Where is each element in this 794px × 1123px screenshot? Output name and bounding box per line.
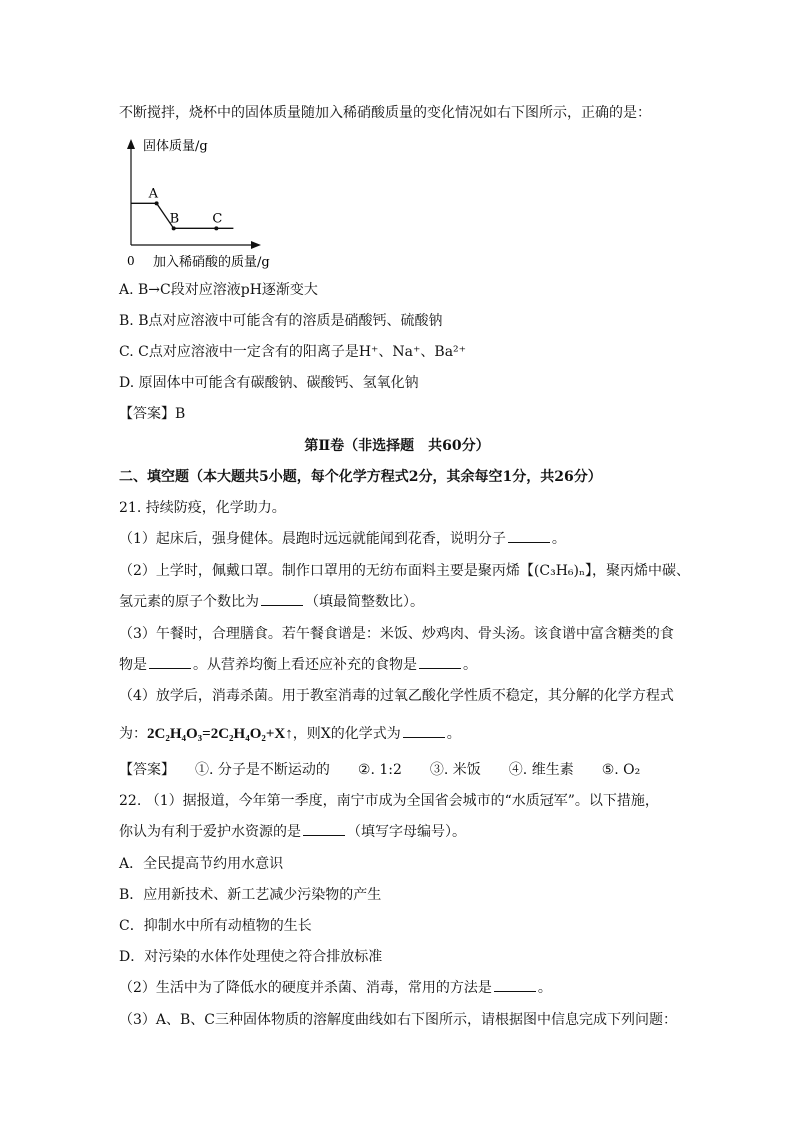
answer-3: ③. 米饭 — [429, 762, 481, 778]
point-label-c: C — [212, 211, 223, 227]
q21-part3-line1: （3）午餐时，合理膳食。若午餐食谱是：米饭、炒鸡肉、骨头汤。该食谱中富含糖类的食 — [119, 626, 674, 642]
q21-part3-end: 。 — [463, 657, 477, 673]
section-heading: 二、填空题（本大题共5小题，每个化学方程式2分，其余每空1分，共26分） — [119, 469, 602, 485]
answer-blank — [149, 656, 191, 669]
x-axis-arrow — [251, 241, 261, 249]
point-c — [214, 226, 218, 230]
solid-mass-chart — [115, 135, 275, 275]
q20-option-b: B. B点对应溶液中可能含有的溶质是硝酸钙、硫酸钠 — [119, 313, 443, 329]
q22-part1-line2 — [119, 822, 466, 842]
q21-part4-end: 。 — [446, 726, 461, 742]
answer-blank — [419, 656, 461, 669]
q21-part2-end: （填最简整数比）。 — [305, 594, 424, 610]
origin-label: 0 — [127, 254, 135, 268]
q22-part2 — [119, 978, 552, 998]
q21-answer — [119, 760, 640, 780]
answer-blank — [508, 530, 550, 543]
answer-1: ①. 分子是不断运动的 — [195, 762, 330, 778]
q22-part1-line1: 22. （1）据报道，今年第一季度，南宁市成为全国省会城市的“水质冠军”。以下措施， — [119, 793, 659, 809]
q21-part3-mid: 。从营养均衡上看还应补充的食物是 — [193, 657, 417, 673]
q20-option-a: A. B→C段对应溶液pH逐渐变大 — [119, 282, 318, 298]
q20-option-d: D. 原固体中可能含有碳酸钠、碳酸钙、氢氧化钠 — [119, 375, 419, 391]
q22-part2-end: 。 — [537, 980, 552, 996]
q22-option-b: B．应用新技术、新工艺减少污染物的产生 — [119, 887, 382, 903]
q21-part3-line2 — [119, 655, 477, 675]
q20-answer: 【答案】B — [119, 406, 186, 422]
q21-part4-pre: 为： — [119, 726, 147, 742]
q21-part4-post: ，则X的化学式为 — [292, 726, 401, 742]
answer-blank — [403, 725, 445, 738]
point-label-a: A — [148, 186, 158, 202]
answer-blank — [303, 823, 345, 836]
q22-option-c: C．抑制水中所有动植物的生长 — [119, 918, 312, 934]
q22-part1-text: 你认为有利于爱护水资源的是 — [119, 824, 301, 840]
q21-part2-line1: （2）上学时，佩戴口罩。制作口罩用的无纺布面料主要是聚丙烯【(C₃H₆)ₙ】，聚丙烯中碳、 — [119, 563, 691, 579]
q22-part1-end: （填写字母编号）。 — [347, 824, 466, 840]
q22-part3: （3）A、B、C三种固体物质的溶解度曲线如右下图所示，请根据图中信息完成下列问题： — [119, 1012, 678, 1028]
answer-2: ②. 1:2 — [357, 762, 402, 778]
q22-option-d: D．对污染的水体作处理使之符合排放标准 — [119, 949, 383, 965]
q21-part3-text: 物是 — [119, 657, 147, 673]
decomposition-equation: 2C₂H₄O₃=2C₂H₄O₂+X↑ — [147, 726, 293, 742]
q22-option-a: A．全民提高节约用水意识 — [119, 856, 284, 872]
q21-part1-text: （1）起床后，强身健体。晨跑时远远就能闻到花香，说明分子 — [119, 531, 506, 547]
answer-blank — [261, 593, 303, 606]
q21-part4-line2 — [119, 724, 461, 744]
q21-stem: 21. 持续防疫，化学助力。 — [119, 500, 286, 516]
point-b — [172, 226, 176, 230]
q21-part2-text: 氢元素的原子个数比为 — [119, 594, 259, 610]
point-label-b: B — [169, 211, 180, 227]
q20-stem: 不断搅拌，烧杯中的固体质量随加入稀硝酸质量的变化情况如右下图所示，正确的是： — [119, 105, 651, 121]
y-axis-arrow — [127, 139, 135, 149]
point-a — [155, 201, 159, 205]
x-axis-label: 加入稀硝酸的质量/g — [153, 255, 270, 270]
q21-part2-line2 — [119, 592, 424, 612]
answer-blank — [494, 979, 536, 992]
section-title: 第Ⅱ卷（非选择题 共60分） — [304, 438, 490, 454]
answer-4: ④. 维生素 — [508, 762, 574, 778]
answer-label: 【答案】 — [119, 762, 175, 778]
y-axis-label: 固体质量/g — [143, 139, 208, 154]
q21-part1 — [119, 529, 566, 549]
q21-part1-end: 。 — [551, 531, 566, 547]
answer-5: ⑤. O₂ — [601, 762, 641, 778]
q20-option-c: C. C点对应溶液中一定含有的阳离子是H⁺、Na⁺、Ba²⁺ — [119, 344, 467, 360]
q21-part4-line1: （4）放学后，消毒杀菌。用于教室消毒的过氧乙酸化学性质不稳定，其分解的化学方程式 — [119, 688, 674, 704]
q22-part2-text: （2）生活中为了降低水的硬度并杀菌、消毒，常用的方法是 — [119, 980, 492, 996]
